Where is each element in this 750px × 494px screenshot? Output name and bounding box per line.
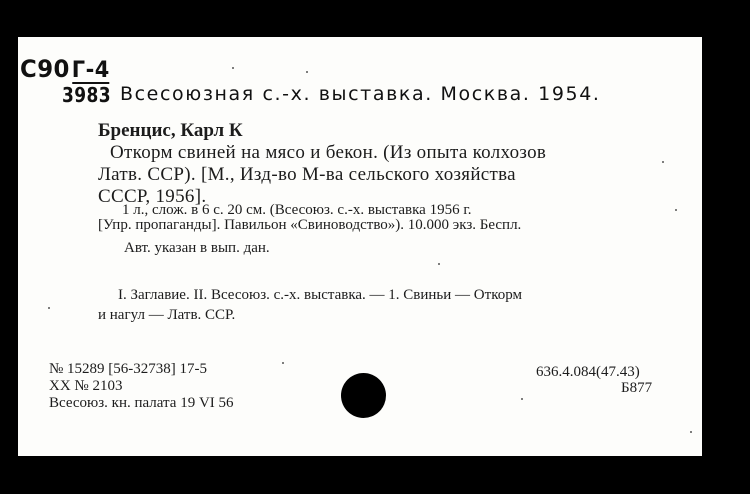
- title-line: СССР, 1956].: [98, 186, 207, 207]
- speck: [521, 398, 523, 400]
- registration-line: Всесоюз. кн. палата 19 VI 56: [49, 395, 234, 411]
- registration-line: XX № 2103: [49, 378, 123, 394]
- subject-tracing-line: и нагул — Латв. ССР.: [98, 307, 236, 323]
- author-mark: Б877: [621, 380, 653, 396]
- call-number-class: С90: [20, 55, 70, 83]
- author-heading: Бренцис, Карл К: [98, 120, 243, 141]
- subject-tracing-line: I. Заглавие. II. Всесоюз. с.-х. выставка. — 1. Свиньи — Откорм: [118, 287, 522, 303]
- speck: [282, 362, 284, 364]
- speck: [662, 161, 664, 163]
- handwritten-exhibition-note: Всесоюзная с.-х. выставка. Москва. 1954.: [120, 83, 601, 105]
- physical-description-line: Авт. указан в вып. дан.: [124, 240, 270, 256]
- punch-hole: [341, 373, 386, 418]
- call-number-fraction: Г-4: [71, 58, 110, 83]
- title-line: Латв. ССР). [М., Изд-во М-ва сельского хозяйства: [98, 164, 516, 185]
- registration-line: № 15289 [56-32738] 17-5: [49, 361, 208, 377]
- call-number-code: 3983: [62, 83, 112, 107]
- call-number-prefix: [20, 57, 110, 84]
- speck: [438, 263, 440, 265]
- catalog-card: [18, 37, 702, 456]
- speck: [306, 71, 308, 73]
- physical-description-line: 1 л., слож. в 6 с. 20 см. (Всесоюз. с.-х. выставка 1956 г.: [122, 202, 472, 218]
- title-line: Откорм свиней на мясо и бекон. (Из опыта колхозов: [110, 142, 547, 163]
- speck: [675, 209, 677, 211]
- physical-description-line: [Упр. пропаганды]. Павильон «Свиноводство»). 10.000 экз. Беспл.: [98, 217, 522, 233]
- speck: [232, 67, 234, 69]
- classification-code: 636.4.084(47.43): [536, 364, 640, 380]
- speck: [48, 307, 50, 309]
- speck: [690, 431, 692, 433]
